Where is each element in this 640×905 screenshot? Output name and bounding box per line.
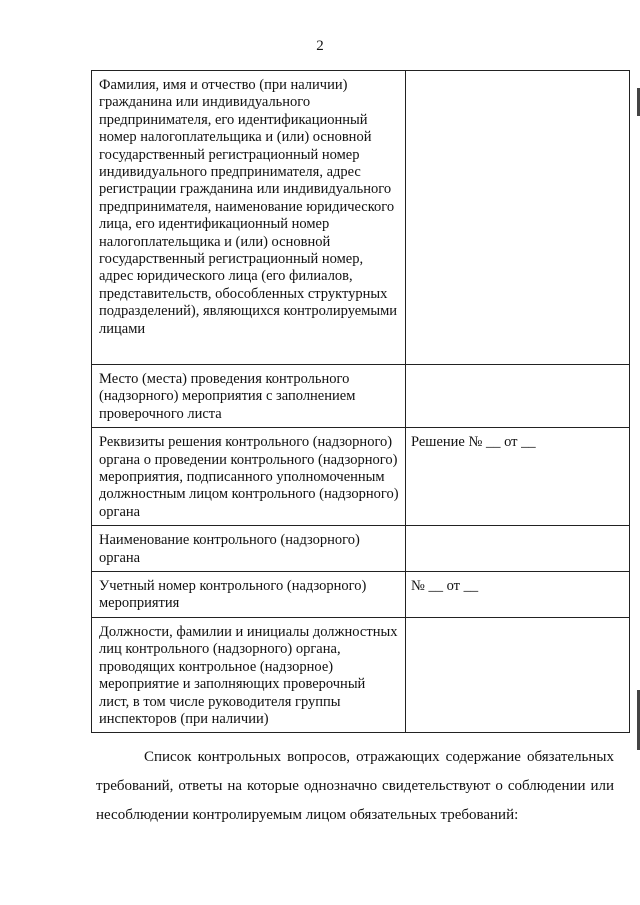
row-value — [406, 71, 630, 365]
row-label: Должности, фамилии и инициалы должностных лиц контрольного (надзорного) органа, проводящих контрольное (надзорное) мероприятие и заполняющих проверочный лист, в том числе руководителя группы инспекторов (при наличии) — [92, 617, 406, 732]
row-value: № __ от __ — [406, 572, 630, 618]
row-label: Учетный номер контрольного (надзорного) мероприятия — [92, 572, 406, 618]
table-row-inspectors — [92, 617, 630, 732]
inspection-details-table — [91, 70, 630, 733]
table-row-decision-details — [92, 428, 630, 526]
table-row-controlled-person — [92, 71, 630, 365]
row-value — [406, 526, 630, 572]
page-number: 2 — [316, 38, 324, 54]
table-row-authority-name — [92, 526, 630, 572]
row-value: Решение № __ от __ — [406, 428, 630, 526]
row-value — [406, 617, 630, 732]
table-row-inspection-place — [92, 365, 630, 428]
row-value — [406, 365, 630, 428]
row-label: Наименование контрольного (надзорного) органа — [92, 526, 406, 572]
row-label: Место (места) проведения контрольного (надзорного) мероприятия с заполнением проверочного листа — [92, 365, 406, 428]
table-row-registration-number — [92, 572, 630, 618]
row-label: Фамилия, имя и отчество (при наличии) гражданина или индивидуального предпринимателя, его идентификационный номер налогоплательщика и (или) основной государственный регистрационный номер индивидуального предпринимателя, адрес регистрации гражданина или индивидуального предпринимателя, наименование юридического лица, его идентификационный номер налогоплательщика и (или) основной государственный регистрационный номер, адрес юридического лица (его филиалов, представительств, обособленных структурных подразделений), являющихся контролируемыми лицами — [92, 71, 406, 365]
row-label: Реквизиты решения контрольного (надзорного) органа о проведении контрольного (надзорного) мероприятия, подписанного уполномоченным должностным лицом контрольного (надзорного) органа — [92, 428, 406, 526]
checklist-intro-paragraph: Список контрольных вопросов, отражающих содержание обязательных требований, ответы на которые однозначно свидетельствуют о соблюдении или несоблюдении контролируемым лицом обязательных требований: — [96, 749, 614, 823]
